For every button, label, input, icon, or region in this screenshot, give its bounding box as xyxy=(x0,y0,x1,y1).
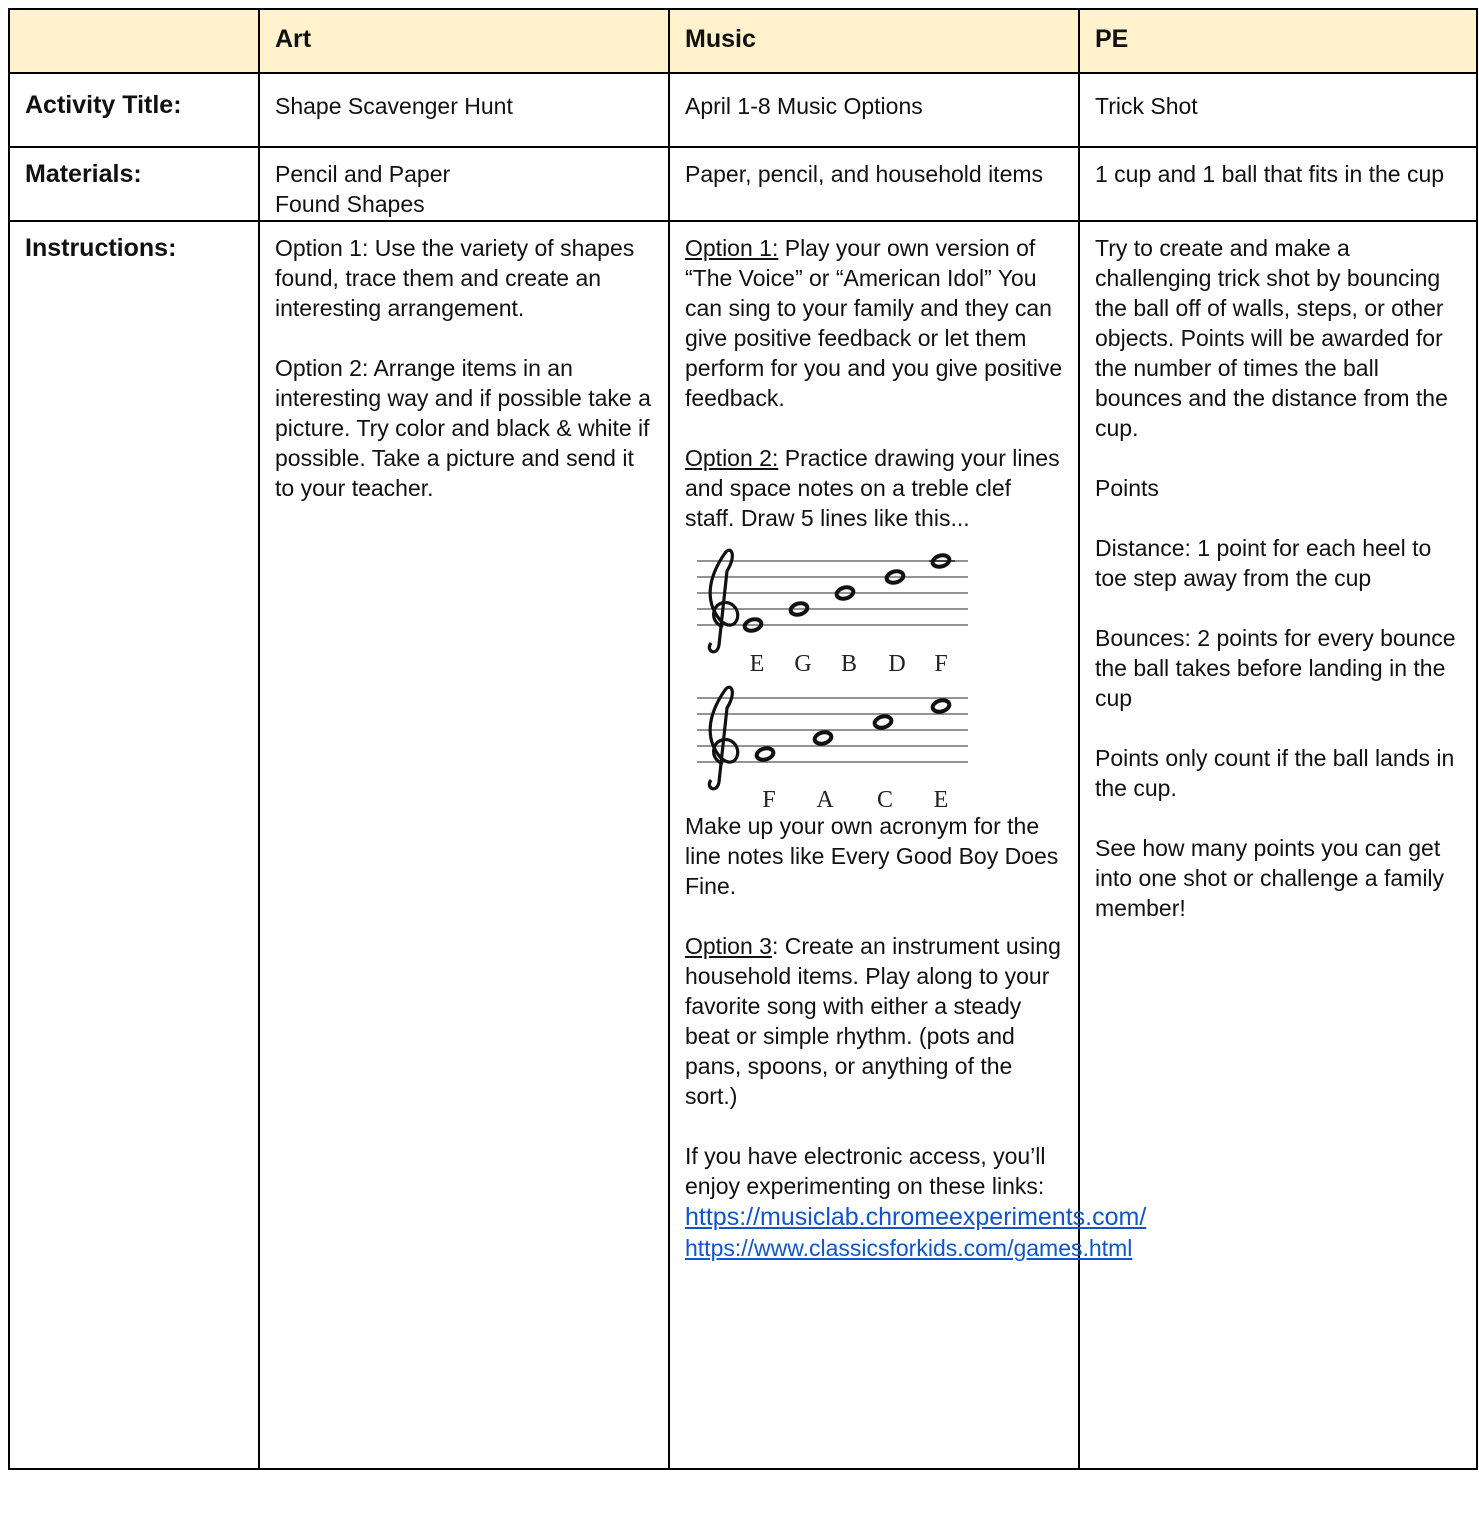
music-option-3 xyxy=(685,931,1064,1111)
music-acronym: Make up your own acronym for the line notes like Every Good Boy Does Fine. xyxy=(685,813,1059,899)
staff-letter-e: E xyxy=(749,651,765,677)
pe-bounces: Bounces: 2 points for every bounce the ball takes before landing in the cup xyxy=(1095,625,1456,711)
header-row xyxy=(9,9,1477,73)
staff-letter-d: D xyxy=(888,651,906,677)
staff-1-letters xyxy=(750,651,948,677)
treble-clef-icon xyxy=(709,687,737,789)
instructions-row xyxy=(9,221,1477,1469)
classicsforkids-link[interactable]: https://www.classicsforkids.com/games.html xyxy=(685,1235,1133,1261)
staff-letter-f: F xyxy=(762,787,776,811)
header-pe: PE xyxy=(1079,9,1477,73)
music-option-1 xyxy=(685,233,1064,413)
art-option-2: Option 2: Arrange items in an interesting way and if possible take a picture. Try color and black & white if possible. Take a picture and send it to your teacher. xyxy=(275,355,651,501)
art-materials-line-1: Pencil and Paper xyxy=(275,161,451,187)
music-option-3-text: : Create an instrument using household items. Play along to your favorite song with either a steady beat or simple rhythm. (pots and pans, spoons, or anything of the sort.) xyxy=(685,933,1061,1109)
header-art: Art xyxy=(259,9,669,73)
materials-label: Materials: xyxy=(9,147,259,221)
pe-points-heading: Points xyxy=(1095,475,1159,501)
art-instructions xyxy=(259,221,669,1469)
music-access-text: If you have electronic access, you’ll enjoy experimenting on these links: xyxy=(685,1143,1046,1199)
music-activity-title: April 1-8 Music Options xyxy=(669,73,1079,147)
music-option-3-label: Option 3 xyxy=(685,933,772,959)
treble-staff-image xyxy=(685,547,985,811)
activity-title-label: Activity Title: xyxy=(9,73,259,147)
staff-letter-f: F xyxy=(934,651,948,677)
music-materials: Paper, pencil, and household items xyxy=(669,147,1079,221)
staff-letter-e: E xyxy=(933,787,949,811)
art-materials xyxy=(259,147,669,221)
art-activity-title: Shape Scavenger Hunt xyxy=(259,73,669,147)
header-corner-cell xyxy=(9,9,259,73)
activity-table xyxy=(8,8,1478,1470)
art-option-1: Option 1: Use the variety of shapes found, trace them and create an interesting arrangement. xyxy=(275,235,635,321)
music-option-1-text: Play your own version of “The Voice” or “American Idol” You can sing to your family and they can give positive feedback or let them perform for you and you give positive feedback. xyxy=(685,235,1063,411)
music-option-2-label: Option 2: xyxy=(685,445,779,471)
music-option-2 xyxy=(685,443,1064,533)
activity-title-row xyxy=(9,73,1477,147)
treble-clef-icon xyxy=(709,550,737,652)
pe-distance: Distance: 1 point for each heel to toe step away from the cup xyxy=(1095,535,1432,591)
musiclab-link[interactable]: https://musiclab.chromeexperiments.com/ xyxy=(685,1203,1147,1231)
pe-materials: 1 cup and 1 ball that fits in the cup xyxy=(1079,147,1477,221)
staff-letter-a: A xyxy=(816,787,834,811)
music-option-2-text: Practice drawing your lines and space notes on a treble clef staff. Draw 5 lines like this... xyxy=(685,445,1060,531)
pe-count-rule: Points only count if the ball lands in the cup. xyxy=(1095,745,1455,801)
pe-challenge: See how many points you can get into one shot or challenge a family member! xyxy=(1095,835,1445,921)
pe-activity-title: Trick Shot xyxy=(1079,73,1477,147)
music-option-1-label: Option 1: xyxy=(685,235,779,261)
staff-letter-b: B xyxy=(840,651,858,677)
instructions-label: Instructions: xyxy=(9,221,259,1469)
staff-2-letters xyxy=(762,787,948,811)
pe-instructions xyxy=(1079,221,1477,1469)
header-music: Music xyxy=(669,9,1079,73)
staff-letter-c: C xyxy=(876,787,894,811)
staff-letter-g: G xyxy=(794,651,812,677)
materials-row xyxy=(9,147,1477,221)
pe-intro: Try to create and make a challenging trick shot by bouncing the ball off of walls, steps, or other objects. Points will be awarded for the number of times the ball bounces and the distance from the cup. xyxy=(1095,235,1448,441)
art-materials-line-2: Found Shapes xyxy=(275,191,425,217)
